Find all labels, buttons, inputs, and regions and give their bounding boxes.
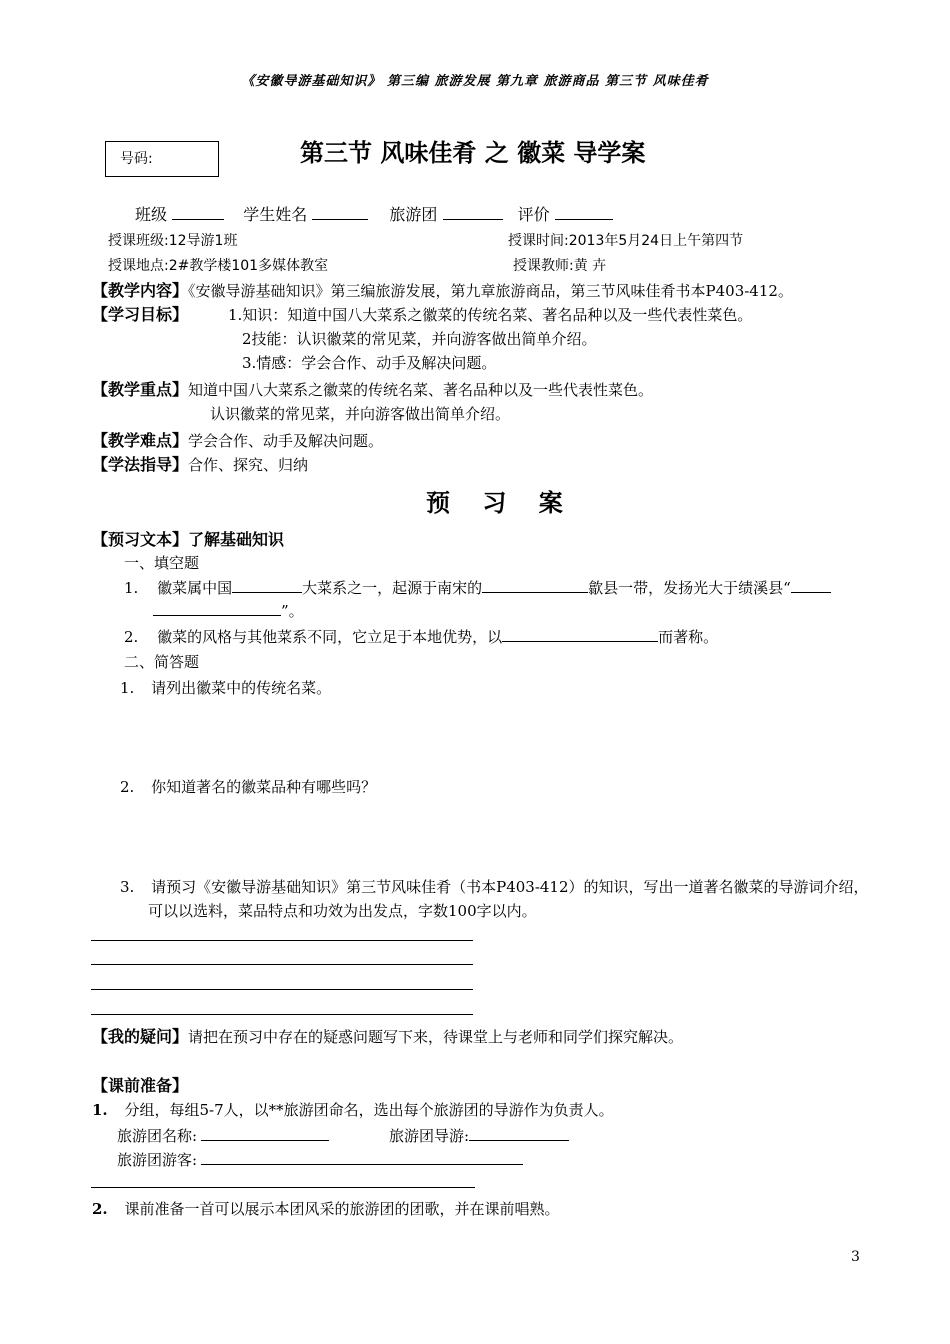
question-label: 【我的疑问】 [92,1027,189,1046]
number-box [105,141,219,177]
answer-line-1[interactable] [91,940,473,941]
short-q3 [120,876,869,897]
class-field-label: 班级 [135,205,168,224]
fill-q2-text-b: 而著称。 [658,628,719,646]
fill-q1-number: 1. [124,579,139,597]
prep-item-2-number: 2. [92,1200,108,1218]
group-name-label: 旅游团名称: [117,1127,198,1145]
key-label: 【教学重点】 [92,380,189,399]
content-text: 《安徽导游基础知识》第三编旅游发展，第九章旅游商品，第三节风味佳肴书本P403-412。 [188,282,793,300]
goal-3: 3.情感：学会合作、动手及解决问题。 [242,354,497,372]
group-guide-row [389,1125,569,1146]
fill-q1-text-b: 大菜系之一，起源于南宋的 [302,579,483,597]
class-blank [172,205,224,220]
goal-row [92,302,188,325]
goal-label: 【学习目标】 [92,305,189,324]
fill-q2-blank [502,627,658,642]
fill-q1-text-a: 徽菜属中国 [157,579,233,597]
difficulty-label: 【教学难点】 [92,431,189,450]
group-tourists-blank[interactable] [201,1150,523,1165]
fill-q1-blank-3 [791,578,831,593]
fill-q2-text-a: 徽菜的风格与其他菜系不同，它立足于本地优势，以 [157,628,503,646]
group-guide-label: 旅游团导游: [389,1127,470,1145]
fill-q2 [124,626,718,647]
preview-heading: 预 习 案 [426,488,575,517]
fill-q1-blank-4 [153,601,281,616]
method-row [92,452,308,475]
goal-1: 1.知识：知道中国八大菜系之徽菜的传统名菜、著名品种以及一些代表性菜色。 [228,306,753,324]
class-info: 授课班级:12导游1班 [108,233,238,249]
short-q3-text-b: 可以以选料，菜品特点和功效为出发点，字数100字以内。 [148,902,537,920]
content-label: 【教学内容】 [92,281,189,300]
fill-heading: 一、填空题 [124,554,200,572]
content-row [92,278,793,301]
prep-label: 【课前准备】 [92,1076,189,1095]
group-field-label: 旅游团 [389,205,438,224]
key-text-1: 知道中国八大菜系之徽菜的传统名菜、著名品种以及一些代表性菜色。 [188,381,654,399]
difficulty-row [92,428,383,451]
group-tourists-row [117,1149,523,1170]
prep-item-1-text: 分组，每组5-7人，以**旅游团命名，选出每个旅游团的导游作为负责人。 [124,1101,614,1119]
key-text-2: 认识徽菜的常见菜，并向游客做出简单介绍。 [210,405,511,423]
group-blank [443,205,503,220]
eval-field-label: 评价 [517,205,550,224]
group-guide-blank[interactable] [469,1126,569,1141]
name-blank [312,205,368,220]
short-q2-text: 你知道著名的徽菜品种有哪些吗？ [151,778,377,796]
group-name-row [117,1125,329,1146]
name-field-label: 学生姓名 [243,205,308,224]
running-header: 《安徽导游基础知识》 第三编 旅游发展 第九章 旅游商品 第三节 风味佳肴 [241,74,709,89]
eval-blank [555,205,613,220]
key-row [92,377,653,400]
answer-line-2[interactable] [91,964,473,965]
page-title: 第三节 风味佳肴 之 徽菜 导学案 [300,139,646,167]
short-q3-number: 3. [120,878,135,896]
student-fields-row [135,202,613,225]
answer-line-4[interactable] [91,1014,473,1015]
short-q1 [120,677,331,698]
difficulty-text: 学会合作、动手及解决问题。 [188,432,384,450]
fill-q1-continued [153,600,304,621]
prep-item-1 [92,1099,614,1120]
fill-q2-number: 2. [124,628,139,646]
short-q3-text-a: 请预习《安徽导游基础知识》第三节风味佳肴（书本P403-412）的知识，写出一道著名徽菜的导游词介绍， [151,878,869,896]
short-q2-number: 2. [120,778,135,796]
group-name-blank[interactable] [201,1126,329,1141]
fill-q1-text-c: 歙县一带，发扬光大于绩溪县“ [588,579,791,597]
place-info: 授课地点:2#教学楼101多媒体教室 [108,258,329,274]
page-number: 3 [851,1249,860,1265]
time-info: 授课时间:2013年5月24日上午第四节 [508,233,744,249]
short-q1-text: 请列出徽菜中的传统名菜。 [151,679,332,697]
short-q2 [120,776,376,797]
short-q1-number: 1. [120,679,135,697]
method-label: 【学法指导】 [92,455,189,474]
prep-item-2-text: 课前准备一首可以展示本团风采的旅游团的团歌，并在课前唱熟。 [124,1200,560,1218]
short-heading: 二、简答题 [124,653,200,671]
fill-q1 [124,577,831,598]
number-label: 号码: [120,151,153,167]
goal-2: 2技能：认识徽菜的常见菜，并向游客做出简单介绍。 [242,330,597,348]
question-row [92,1024,683,1047]
group-tourists-label: 旅游团游客: [117,1151,198,1169]
group-tourists-line-2[interactable] [91,1187,475,1188]
fill-q1-text-d: ”。 [281,602,304,620]
fill-q1-blank-1 [232,578,302,593]
prep-item-1-number: 1. [92,1101,108,1119]
preview-text-label: 【预习文本】了解基础知识 [92,530,285,549]
method-text: 合作、探究、归纳 [188,456,309,474]
prep-item-2 [92,1198,559,1219]
question-text: 请把在预习中存在的疑惑问题写下来，待课堂上与老师和同学们探究解决。 [188,1028,684,1046]
teacher-info: 授课教师:黄 卉 [513,258,607,274]
answer-line-3[interactable] [91,989,473,990]
fill-q1-blank-2 [482,578,588,593]
